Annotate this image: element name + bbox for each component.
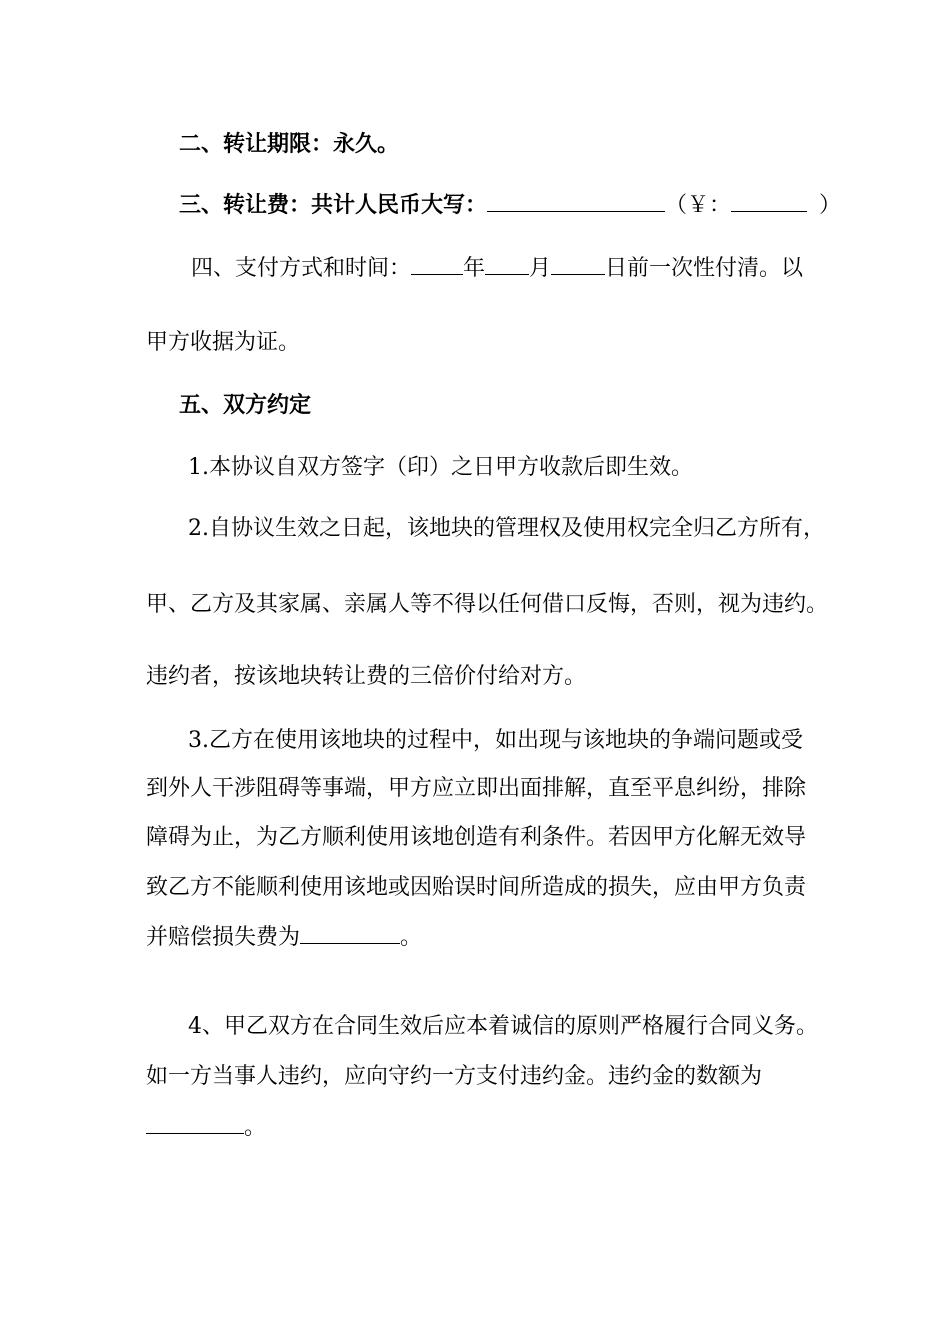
penalty-amount-blank[interactable] xyxy=(146,1113,244,1134)
section-5-item-3-line-3 xyxy=(146,824,806,852)
month-label: 月 xyxy=(529,256,552,281)
payment-month-blank[interactable] xyxy=(485,254,529,275)
section-3-mid: （￥： xyxy=(665,193,732,218)
year-label: 年 xyxy=(463,256,486,281)
section-4-payment xyxy=(191,254,803,283)
item-2-line-1-text: 2.自协议生效之日起，该地块的管理权及使用权完全归乙方所有， xyxy=(188,516,825,541)
item-3-line-4-text: 致乙方不能顺利使用该地或因贻误时间所造成的损失，应由甲方负责 xyxy=(146,875,807,900)
item-3-line-5-prefix: 并赔偿损失费为 xyxy=(146,925,301,950)
section-2-text: 二、转让期限：永久。 xyxy=(179,131,400,157)
section-5-item-3-line-1 xyxy=(188,727,803,755)
section-5-item-2-line-1 xyxy=(188,515,825,543)
compensation-amount-blank[interactable] xyxy=(300,923,400,944)
section-5-item-3-line-4 xyxy=(146,874,806,902)
item-2-line-3-text: 违约者，按该地块转让费的三倍价付给对方。 xyxy=(146,664,587,689)
section-5-item-1 xyxy=(188,454,693,482)
section-5-item-3-line-2 xyxy=(146,775,806,803)
item-4-line-2-text: 如一方当事人违约，应向守约一方支付违约金。违约金的数额为 xyxy=(146,1064,763,1089)
section-5-item-4-line-2 xyxy=(146,1063,762,1091)
item-3-line-1-text: 3.乙方在使用该地块的过程中，如出现与该地块的争端问题或受 xyxy=(188,728,803,753)
section-5-item-2-line-3 xyxy=(146,663,586,691)
section-4-prefix: 四、支付方式和时间： xyxy=(191,256,412,281)
fee-amount-words-blank[interactable] xyxy=(487,191,665,212)
section-5-item-3-line-5 xyxy=(146,923,422,952)
section-3-prefix: 三、转让费：共计人民币大写： xyxy=(179,192,488,218)
section-3-fee xyxy=(179,191,841,220)
section-4-line2 xyxy=(146,329,300,357)
section-2-term xyxy=(179,130,399,158)
payment-day-blank[interactable] xyxy=(551,254,605,275)
item-3-line-3-text: 障碍为止，为乙方顺利使用该地创造有利条件。若因甲方化解无效导 xyxy=(146,825,807,850)
section-4-day-suffix: 日前一次性付清。以 xyxy=(605,256,804,281)
item-4-line-1-text: 4、甲乙双方在合同生效后应本着诚信的原则严格履行合同义务。 xyxy=(188,1014,818,1039)
item-1-text: 1.本协议自双方签字（印）之日甲方收款后即生效。 xyxy=(188,455,693,480)
item-3-line-2-text: 到外人干涉阻碍等事端，甲方应立即出面排解，直至平息纠纷，排除 xyxy=(146,776,807,801)
section-5-item-4-line-1 xyxy=(188,1013,818,1041)
section-5-heading-text: 五、双方约定 xyxy=(179,392,312,418)
item-2-line-2-text: 甲、乙方及其家属、亲属人等不得以任何借口反悔，否则，视为违约。 xyxy=(146,592,829,617)
item-4-line-3-suffix: 。 xyxy=(244,1115,267,1140)
section-5-heading xyxy=(179,391,311,419)
section-3-suffix: ） xyxy=(819,193,842,218)
section-5-item-2-line-2 xyxy=(146,591,828,619)
payment-year-blank[interactable] xyxy=(411,254,463,275)
section-4-line2-text: 甲方收据为证。 xyxy=(146,330,301,355)
item-3-line-5-suffix: 。 xyxy=(400,925,423,950)
section-5-item-4-line-3 xyxy=(146,1113,266,1142)
fee-amount-number-blank[interactable] xyxy=(731,191,807,212)
